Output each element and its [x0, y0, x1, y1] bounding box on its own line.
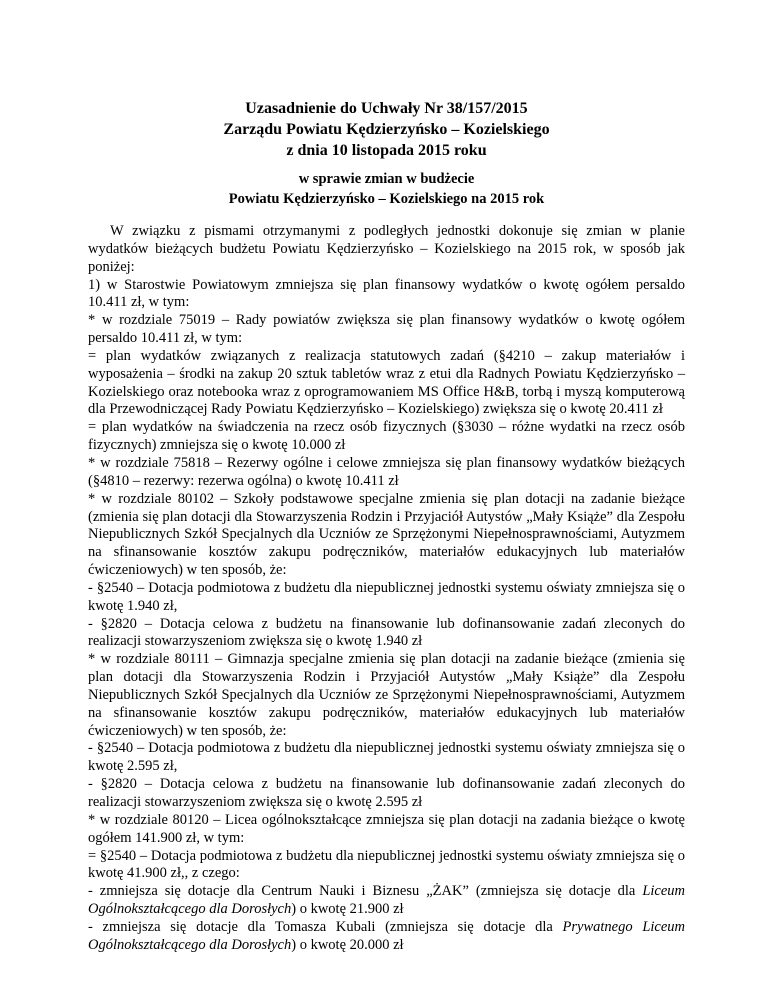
- paragraph: - §2540 – Dotacja podmiotowa z budżetu dla niepublicznej jednostki systemu oświaty zmniejsza się o kwotę 1.940 zł,: [88, 579, 685, 614]
- paragraph-kubala-before: - zmniejsza się dotacje dla Tomasza Kubali (zmniejsza się dotacje dla: [88, 918, 563, 935]
- paragraph-kubala-after: ) o kwotę 20.000 zł: [291, 936, 404, 953]
- paragraph: = plan wydatków związanych z realizacja statutowych zadań (§4210 – zakup materiałów i wyposażenia – środki na zakup 20 sztuk tabletów wraz z etui dla Radnych Powiatu Kędzierzyńsko – Kozielskiego oraz notebooka wraz z oprogramowaniem MS Office H&B, torbą i myszą komputerową dla Przewodniczącej Rady Powiatu Kędzierzyńsko – Kozielskiego) zwiększa się o kwotę 20.411 zł: [88, 347, 685, 418]
- paragraph-intro: W związku z pismami otrzymanymi z podległych jednostki dokonuje się zmian w planie wydatków bieżących budżetu Powiatu Kędzierzyńsko – Kozielskiego na 2015 rok, w sposób jak poniżej:: [88, 223, 685, 275]
- paragraph: - §2820 – Dotacja celowa z budżetu na finansowanie lub dofinansowanie zadań zleconych do realizacji stowarzyszeniom zwiększa się o kwotę 1.940 zł: [88, 615, 685, 650]
- title-line: Uzasadnienie do Uchwały Nr 38/157/2015: [245, 100, 528, 117]
- subtitle-line: Powiatu Kędzierzyńsko – Kozielskiego na 2015 rok: [228, 191, 545, 207]
- title-line: z dnia 10 listopada 2015 roku: [286, 142, 487, 159]
- title-line: Zarządu Powiatu Kędzierzyńsko – Kozielskiego: [223, 121, 550, 138]
- paragraph: * w rozdziale 80102 – Szkoły podstawowe specjalne zmienia się plan dotacji na zadanie bieżące (zmienia się plan dotacji dla Stowarzyszenia Rodzin i Przyjaciół Autystów „Mały Książe” dla Zespołu Niepublicznych Szkół Specjalnych dla Uczniów ze Sprzężonymi Niepełnosprawnościami, Autyzmem na sfinansowanie kosztów zakupu podręczników, materiałów edukacyjnych lub materiałów ćwiczeniowych) w ten sposób, że:: [88, 490, 685, 579]
- paragraph: 1) w Starostwie Powiatowym zmniejsza się plan finansowy wydatków o kwotę ogółem persaldo 10.411 zł, w tym:: [88, 276, 685, 311]
- paragraph-zak-after: ) o kwotę 21.900 zł: [291, 901, 404, 918]
- paragraph: - §2820 – Dotacja celowa z budżetu na finansowanie lub dofinansowanie zadań zleconych do realizacji stowarzyszeniom zwiększa się o kwotę 2.595 zł: [88, 776, 685, 810]
- paragraph: * w rozdziale 75818 – Rezerwy ogólne i celowe zmniejsza się plan finansowy wydatków bieżących (§4810 – rezerwy: rezerwa ogólna) o kwotę 10.411 zł: [88, 454, 685, 489]
- paragraph: = plan wydatków na świadczenia na rzecz osób fizycznych (§3030 – różne wydatki na rzecz osób fizycznych) zmniejsza się o kwotę 10.000 zł: [88, 419, 685, 454]
- paragraph-kubala: [88, 919, 685, 955]
- paragraph: * w rozdziale 80120 – Licea ogólnokształcące zmniejsza się plan dotacji na zadania bieżące o kwotę ogółem 141.900 zł, w tym:: [88, 811, 685, 846]
- paragraph: * w rozdziale 80111 – Gimnazja specjalne zmienia się plan dotacji na zadanie bieżące (zmienia się plan dotacji dla Stowarzyszenia Rodzin i Przyjaciół Autystów „Mały Książe” dla Zespołu Niepublicznych Szkół Specjalnych dla Uczniów ze Sprzężonymi Niepełnosprawnościami, Autyzmem na sfinansowanie kosztów zakupu podręczników, materiałów edukacyjnych lub materiałów ćwiczeniowych) w ten sposób, że:: [88, 651, 685, 739]
- paragraph-zak-before: - zmniejsza się dotacje dla Centrum Nauki i Biznesu „ŻAK” (zmniejsza się dotacje dla: [88, 883, 643, 900]
- paragraph-zak-italic: Liceum Ogólnokształcącego dla Dorosłych: [88, 883, 685, 918]
- paragraph: * w rozdziale 75019 – Rady powiatów zwiększa się plan finansowy wydatków o kwotę ogółem persaldo 10.411 zł, w tym:: [88, 312, 685, 347]
- paragraph-zak: [88, 883, 685, 919]
- paragraph: = §2540 – Dotacja podmiotowa z budżetu dla niepublicznej jednostki systemu oświaty zmniejsza się o kwotę 41.900 zł,, z czego:: [88, 847, 685, 882]
- document-page: [88, 98, 685, 955]
- paragraph: - §2540 – Dotacja podmiotowa z budżetu dla niepublicznej jednostki systemu oświaty zmniejsza się o kwotę 2.595 zł,: [88, 740, 685, 775]
- document-subtitle: [88, 169, 685, 209]
- paragraph-kubala-italic: Prywatnego Liceum Ogólnokształcącego dla Dorosłych: [88, 918, 686, 953]
- document-title: [88, 98, 685, 161]
- subtitle-line: w sprawie zmian w budżecie: [298, 171, 475, 187]
- document-body: [88, 223, 685, 955]
